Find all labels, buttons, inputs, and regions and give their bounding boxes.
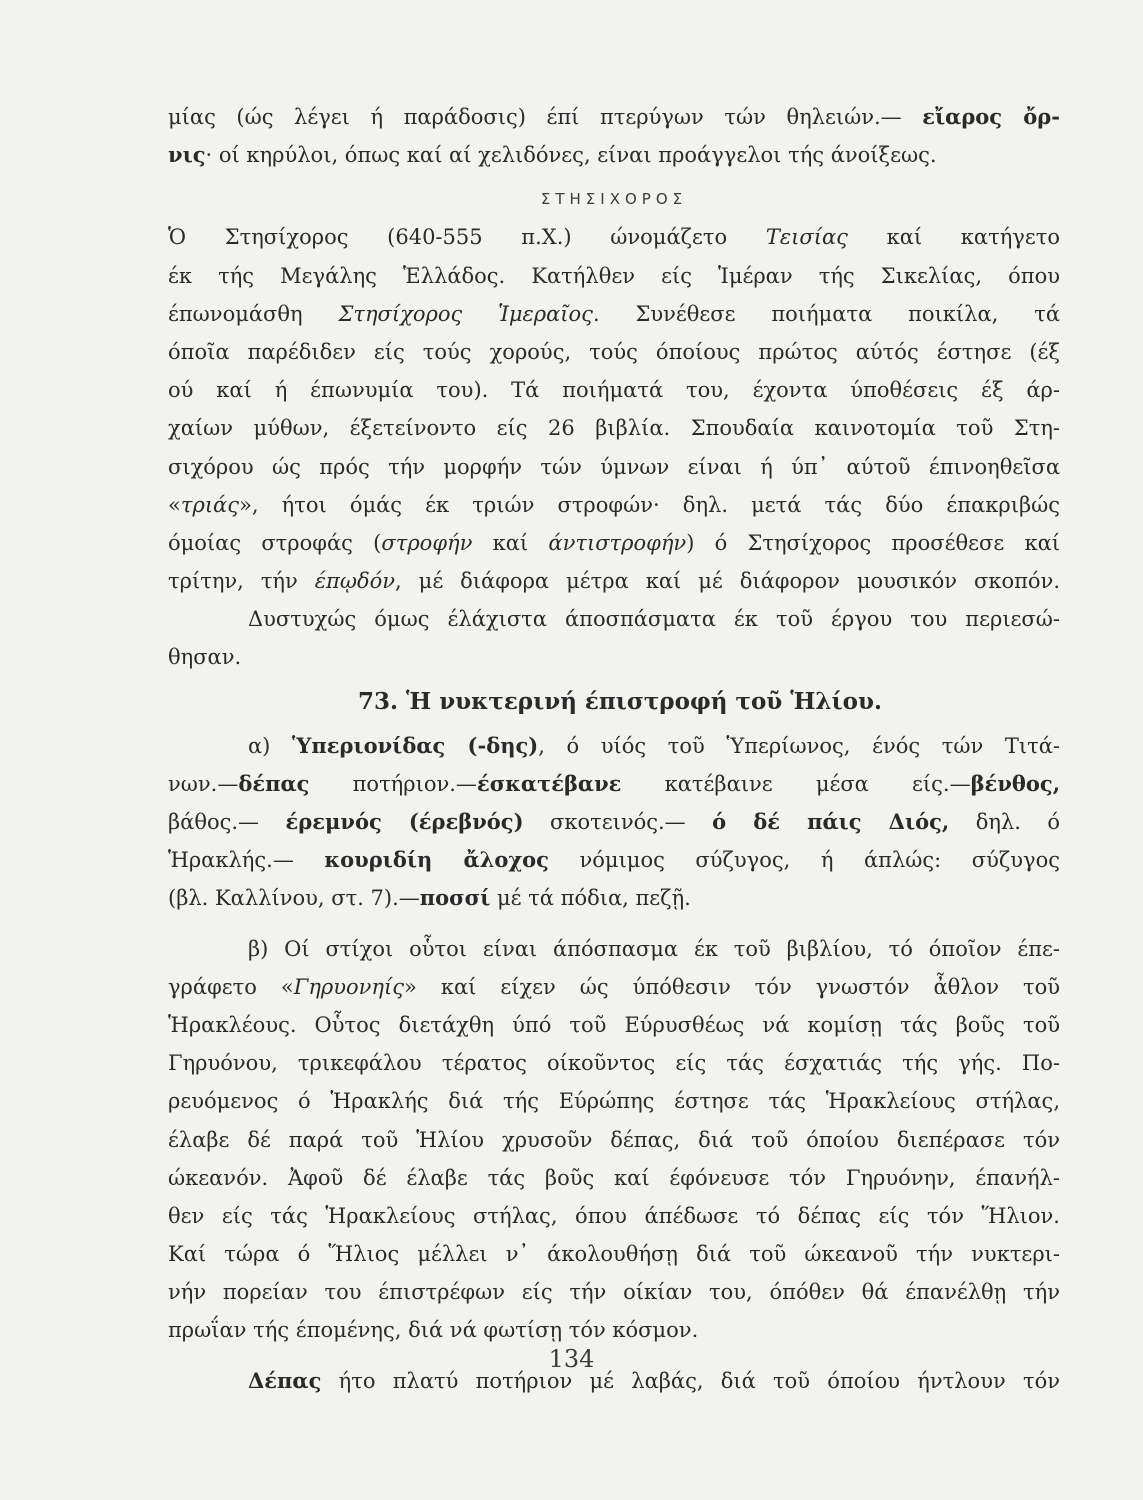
text-line [168, 98, 1060, 136]
bold-term: δέπας [238, 770, 310, 796]
text-line [168, 1121, 1060, 1159]
bold-term: Δέπας [248, 1367, 322, 1393]
text-run: τρίτην, τήν [168, 569, 315, 594]
bold-term: βένθος, [970, 770, 1061, 796]
bold-term: έρεμνός (έρεβνός) [285, 809, 524, 834]
text-run: » καί είχεν ώς ύπόθεσιν τόν γνωστόν ἆθλον τοῦ [404, 974, 1060, 999]
text-line [168, 1197, 1060, 1235]
text-run: έκ τής Μεγάλης Ἑλλάδος. Κατήλθεν είς Ἱμέραν τής Σικελίας, όπου [168, 263, 1060, 288]
paragraph-alpha [168, 727, 1060, 918]
italic-term: Γηρυονηίς [293, 974, 404, 999]
text-line [168, 879, 1060, 917]
text-run: , ό υίός τοῦ Ὑπερίωνος, ένός τών Τιτά- [538, 733, 1060, 758]
text-line [168, 371, 1060, 409]
section-heading: ΣΤΗΣΙΧΟΡΟΣ [540, 190, 688, 209]
text-run: ) ό Στησίχορος προσέθεσε καί [686, 530, 1060, 555]
italic-term: Στησίχορος Ἱμεραῖος [338, 301, 593, 326]
text-run: (βλ. Καλλίνου, στ. 7).— [168, 886, 420, 911]
text-line [168, 968, 1060, 1006]
text-run: Γηρυόνου, τρικεφάλου τέρατος οίκοῦντος είς τάς έσχατιάς τής γής. Πο- [168, 1051, 1060, 1076]
text-run: Ἡρακλής.— [168, 848, 325, 873]
text-line [168, 136, 1060, 174]
text-run: κατέβαινε μέσα είς.— [621, 771, 971, 796]
text-run: σκοτεινός.— [523, 810, 713, 834]
text-line [168, 803, 1060, 841]
bold-term: νις [168, 142, 206, 168]
text-run: καί [472, 530, 549, 555]
paragraph-beta [168, 930, 1060, 1350]
text-run: α) [248, 733, 292, 758]
text-run: νων.— [168, 771, 239, 796]
text-run: νήν πορείαν του έπιστρέφων είς τήν οίκίαν του, όπόθεν θά έπανέλθῃ τήν [168, 1280, 1060, 1305]
text-line [168, 486, 1060, 524]
text-line [168, 600, 1060, 638]
text-run: ρευόμενος ό Ἡρακλής διά τής Εύρώπης έστησε τάς Ἡρακλείους στήλας, [168, 1089, 1060, 1114]
text-run: πρωΐαν τής έπομένης, διά νά φωτίσῃ τόν κόσμον. [168, 1318, 699, 1343]
text-line [168, 218, 1060, 256]
text-run: όμοίας στροφάς ( [168, 530, 382, 555]
bold-term: ό δέ πάις Διός, [712, 809, 950, 834]
bold-term: Ὑπεριονίδας (-δης) [291, 732, 539, 758]
text-run: έπωνομάσθη [168, 301, 339, 326]
text-line [168, 333, 1060, 371]
text-line [168, 765, 1060, 803]
bold-term: ποσσί [419, 885, 491, 911]
italic-term: τριάς [180, 492, 239, 517]
text-run: νόμιμος σύζυγος, ή άπλώς: σύζυγος [548, 848, 1060, 873]
text-run: Ἡρακλέους. Οὗτος διετάχθη ύπό τοῦ Εύρυσθέως νά κομίσῃ τάς βοῦς τοῦ [168, 1012, 1060, 1037]
section-title: 73. Ἡ νυκτερινή έπιστροφή τοῦ Ἡλίου. [358, 687, 882, 715]
text-run: καί κατήγετο [847, 225, 1060, 250]
text-run: . Συνέθεσε ποιήματα ποικίλα, τά [592, 301, 1061, 326]
text-line [168, 409, 1060, 447]
text-run: ήτο πλατύ ποτήριον μέ λαβάς, διά τοῦ όποίου ήντλουν τόν [321, 1368, 1060, 1393]
text-run: », ήτοι όμάς έκ τριών στροφών· δηλ. μετά τάς δύο έπακριβώς [239, 492, 1060, 517]
text-run: μίας (ώς λέγει ή παράδοσις) έπί πτερύγων τών θηλειών.— [168, 105, 923, 129]
text-line [168, 1044, 1060, 1082]
italic-term: στροφήν [381, 530, 473, 555]
text-run: Ὁ Στησίχορος (640-555 π.Χ.) ώνομάζετο [168, 225, 766, 250]
page-text [168, 98, 1060, 1400]
italic-term: άντιστροφήν [548, 530, 687, 555]
bold-term: έσκατέβανε [476, 770, 622, 796]
text-run: δηλ. ό [949, 810, 1060, 834]
italic-term: έπῳδόν [314, 569, 396, 594]
text-run: Καί τώρα ό Ἥλιος μέλλει ν᾽ άκολουθήσῃ διά τοῦ ώκεανοῦ τήν νυκτερι- [168, 1242, 1060, 1267]
text-line [168, 930, 1060, 968]
text-line [168, 1006, 1060, 1044]
bold-term: κουριδίη ἄλοχος [324, 847, 549, 873]
text-line [168, 257, 1060, 295]
italic-term: Τεισίας [765, 225, 848, 250]
text-run: , μέ διάφορα μέτρα καί μέ διάφορον μουσικόν σκοπόν. [395, 569, 1061, 594]
text-run: · οί κηρύλοι, όπως καί αί χελιδόνες, είναι πρoάγγελοι τής άνοίξεως. [205, 143, 937, 168]
stesichorus-paragraph [168, 218, 1060, 676]
page-number: 134 [548, 1345, 595, 1373]
text-line [168, 448, 1060, 486]
text-line [168, 727, 1060, 765]
text-run: Δυστυχώς όμως έλάχιστα άποσπάσματα έκ τοῦ έργου του περιεσώ- [248, 607, 1060, 632]
text-run: « [168, 492, 181, 517]
text-run: μέ τά πόδια, πεζῇ. [490, 886, 691, 911]
bold-term: εἴαρος ὄρ- [922, 104, 1060, 129]
text-run: βάθος.— [168, 810, 286, 834]
text-run: χαίων μύθων, έξετείνοντο είς 26 βιβλία. Σπουδαία καινοτομία τοῦ Στη- [168, 416, 1060, 441]
text-run: έλαβε δέ παρά τοῦ Ἡλίου χρυσοῦν δέπας, διά τοῦ όποίου διεπέρασε τόν [168, 1127, 1060, 1152]
text-run: ώκεανόν. Ἀφοῦ δέ έλαβε τάς βοῦς καί έφόνευσε τόν Γηρυόνην, έπανήλ- [168, 1165, 1060, 1190]
text-line [168, 1235, 1060, 1273]
text-line [168, 295, 1060, 333]
text-run: όποῖα παρέδιδεν είς τούς χορούς, τούς όποίους πρώτος αύτός έστησε (έξ [168, 339, 1060, 364]
text-line [168, 841, 1060, 879]
text-line [168, 1273, 1060, 1311]
text-line [168, 562, 1060, 600]
text-run: θησαν. [168, 645, 242, 670]
text-line [168, 524, 1060, 562]
text-run: β) Οί στίχοι οὗτοι είναι άπόσπασμα έκ τοῦ βιβλίου, τό όποῖον έπε- [248, 936, 1060, 961]
text-run: ποτήριον.— [309, 771, 477, 796]
text-run: θεν είς τάς Ἡρακλείους στήλας, όπου άπέδωσε τό δέπας είς τόν Ἥλιον. [168, 1203, 1060, 1228]
text-run: ού καί ή έπωνυμία του). Τά ποιήματά του, έχοντα ύποθέσεις έξ άρ- [168, 378, 1060, 403]
text-line [168, 1082, 1060, 1120]
text-line [168, 1159, 1060, 1197]
text-run: σιχόρου ώς πρός τήν μορφήν τών ύμνων είναι ή ύπ᾽ αύτοῦ έπινοηθεῖσα [168, 454, 1060, 479]
text-line [168, 638, 1060, 676]
text-line [168, 1311, 1060, 1349]
intro-glossary [168, 98, 1060, 174]
text-run: γράφετο « [168, 974, 294, 999]
